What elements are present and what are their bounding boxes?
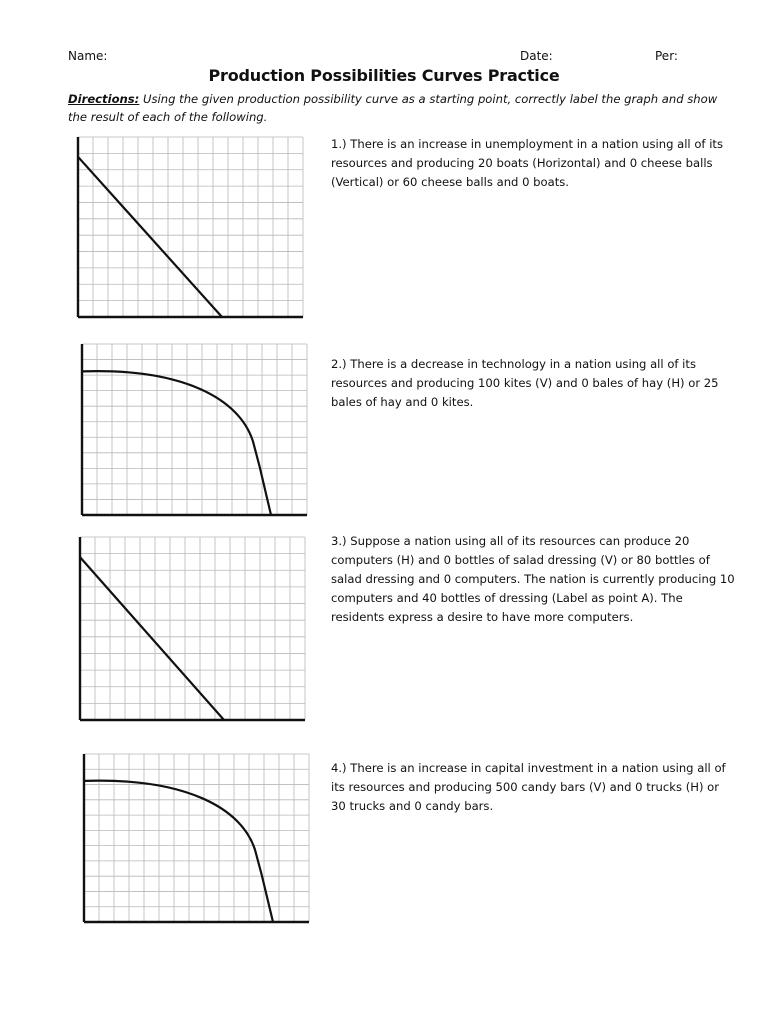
ppc-graph-1-svg bbox=[78, 137, 303, 317]
question-2: 2.) There is a decrease in technology in a nation using all of its resources and producing 100 kites (V) and 0 bales of hay (H) or 25 bales of hay and 0 kites. bbox=[331, 357, 719, 409]
ppc-curve bbox=[82, 371, 271, 515]
ppc-graph-3 bbox=[80, 537, 305, 720]
ppc-curve bbox=[78, 157, 222, 317]
directions bbox=[68, 90, 718, 126]
worksheet-title: Production Possibilities Curves Practice bbox=[208, 66, 560, 85]
question-1: 1.) There is an increase in unemployment in a nation using all of its resources and producing 20 boats (Horizontal) and 0 cheese balls (Vertical) or 60 cheese balls and 0 boats. bbox=[331, 137, 724, 189]
directions-label: Directions: bbox=[68, 92, 140, 106]
ppc-graph-4-svg bbox=[84, 754, 309, 922]
question-3: 3.) Suppose a nation using all of its resources can produce 20 computers (H) and 0 bottles of salad dressing (V) or 80 bottles of salad dressing and 0 computers. The nation is currently producing 10 computers and 40 bottles of dressing (Label as point A). The residents express a desire to have more computers. bbox=[331, 534, 735, 624]
directions-text: Using the given production possibility curve as a starting point, correctly label the graph and show the result of each of the following. bbox=[68, 92, 718, 124]
ppc-graph-4 bbox=[84, 754, 309, 922]
ppc-graph-3-svg bbox=[80, 537, 305, 720]
ppc-graph-2 bbox=[82, 344, 307, 515]
ppc-curve bbox=[80, 557, 224, 720]
ppc-graph-1 bbox=[78, 137, 303, 317]
date-label: Date: bbox=[520, 49, 553, 63]
question-4: 4.) There is an increase in capital investment in a nation using all of its resources and producing 500 candy bars (V) and 0 trucks (H) or 30 trucks and 0 candy bars. bbox=[331, 761, 726, 813]
period-label: Per: bbox=[655, 49, 678, 63]
name-label: Name: bbox=[68, 49, 108, 63]
ppc-graph-2-svg bbox=[82, 344, 307, 515]
ppc-curve bbox=[84, 781, 273, 922]
